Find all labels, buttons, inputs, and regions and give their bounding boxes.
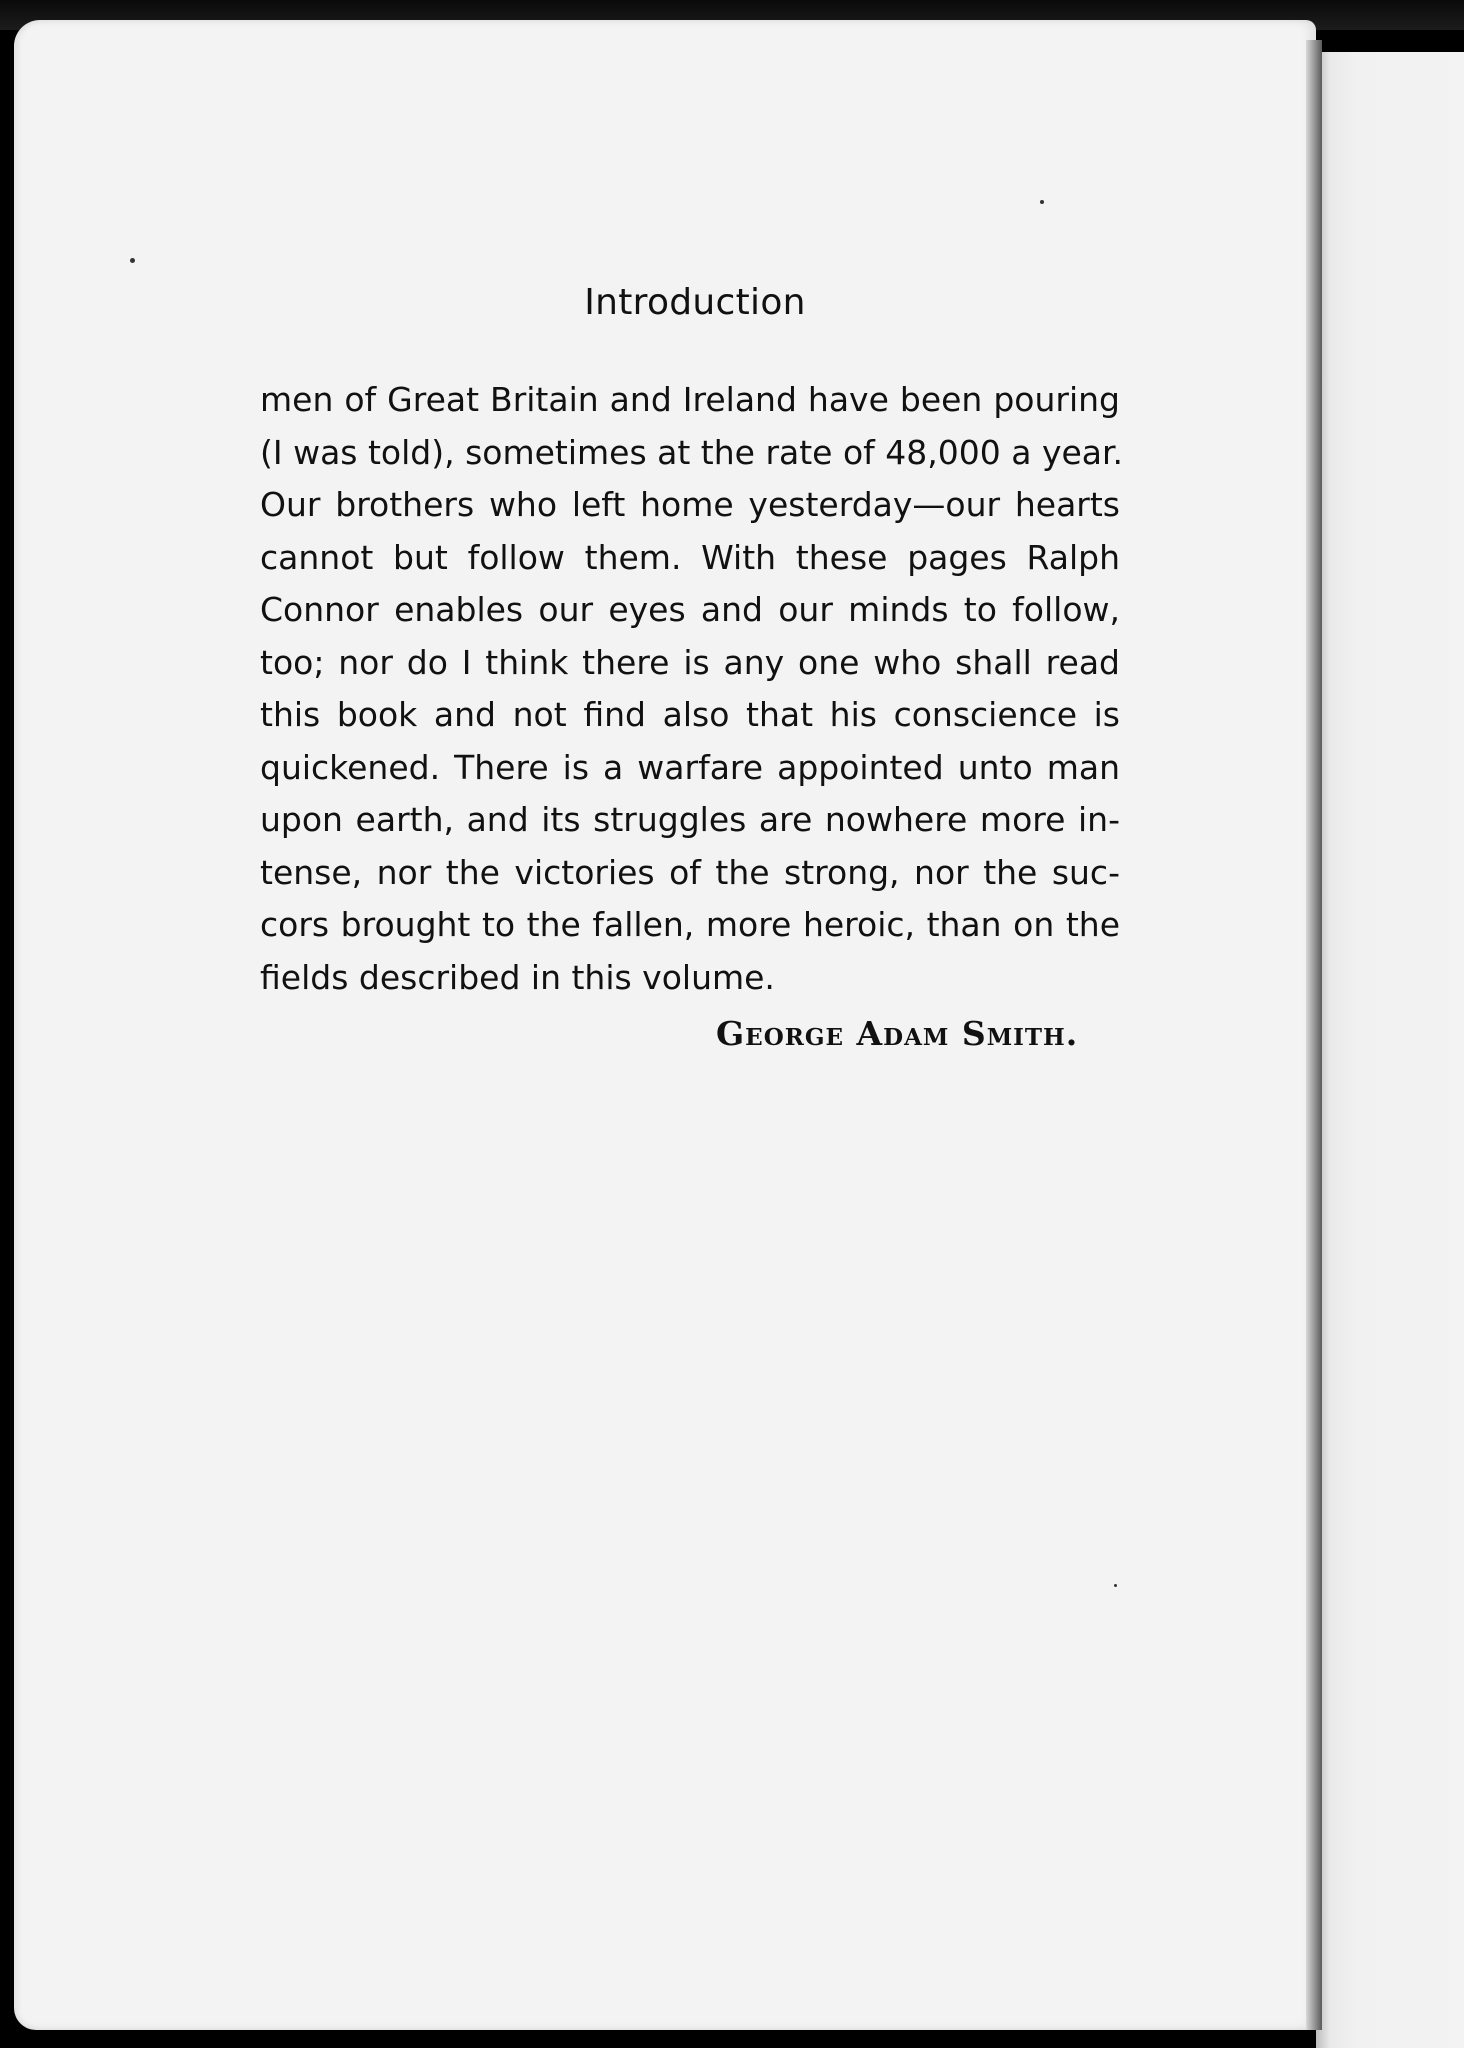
text-line: fields described in this volume.: [260, 957, 775, 997]
running-head: Introduction: [584, 282, 806, 323]
introduction-text: [260, 374, 1124, 1004]
text-line: this book and not find also that his conscience is: [260, 695, 1120, 734]
facing-page-edge: [1316, 52, 1464, 2048]
text-line: too; nor do I think there is any one who shall read: [260, 642, 1120, 682]
dust-speck: [1040, 200, 1044, 204]
page-gutter-shadow: [1306, 40, 1322, 2030]
text-line: Connor enables our eyes and our minds to follow,: [260, 590, 1120, 629]
author-signature: George Adam Smith.: [716, 1014, 1079, 1053]
text-line: men of Great Britain and Ireland have been pouring: [260, 380, 1120, 419]
text-line: upon earth, and its struggles are nowhere more in-: [260, 800, 1120, 839]
text-line: (I was told), sometimes at the rate of 48,000 a year.: [260, 432, 1124, 472]
dust-speck: [130, 258, 135, 263]
text-line: Our brothers who left home yesterday—our hearts: [260, 485, 1120, 524]
text-line: cors brought to the fallen, more heroic, than on the: [260, 905, 1120, 944]
text-line: quickened. There is a warfare appointed unto man: [260, 747, 1120, 787]
text-line: tense, nor the victories of the strong, nor the suc-: [260, 852, 1120, 892]
dust-speck: [1114, 1584, 1117, 1587]
text-line: cannot but follow them. With these pages Ralph: [260, 537, 1120, 577]
